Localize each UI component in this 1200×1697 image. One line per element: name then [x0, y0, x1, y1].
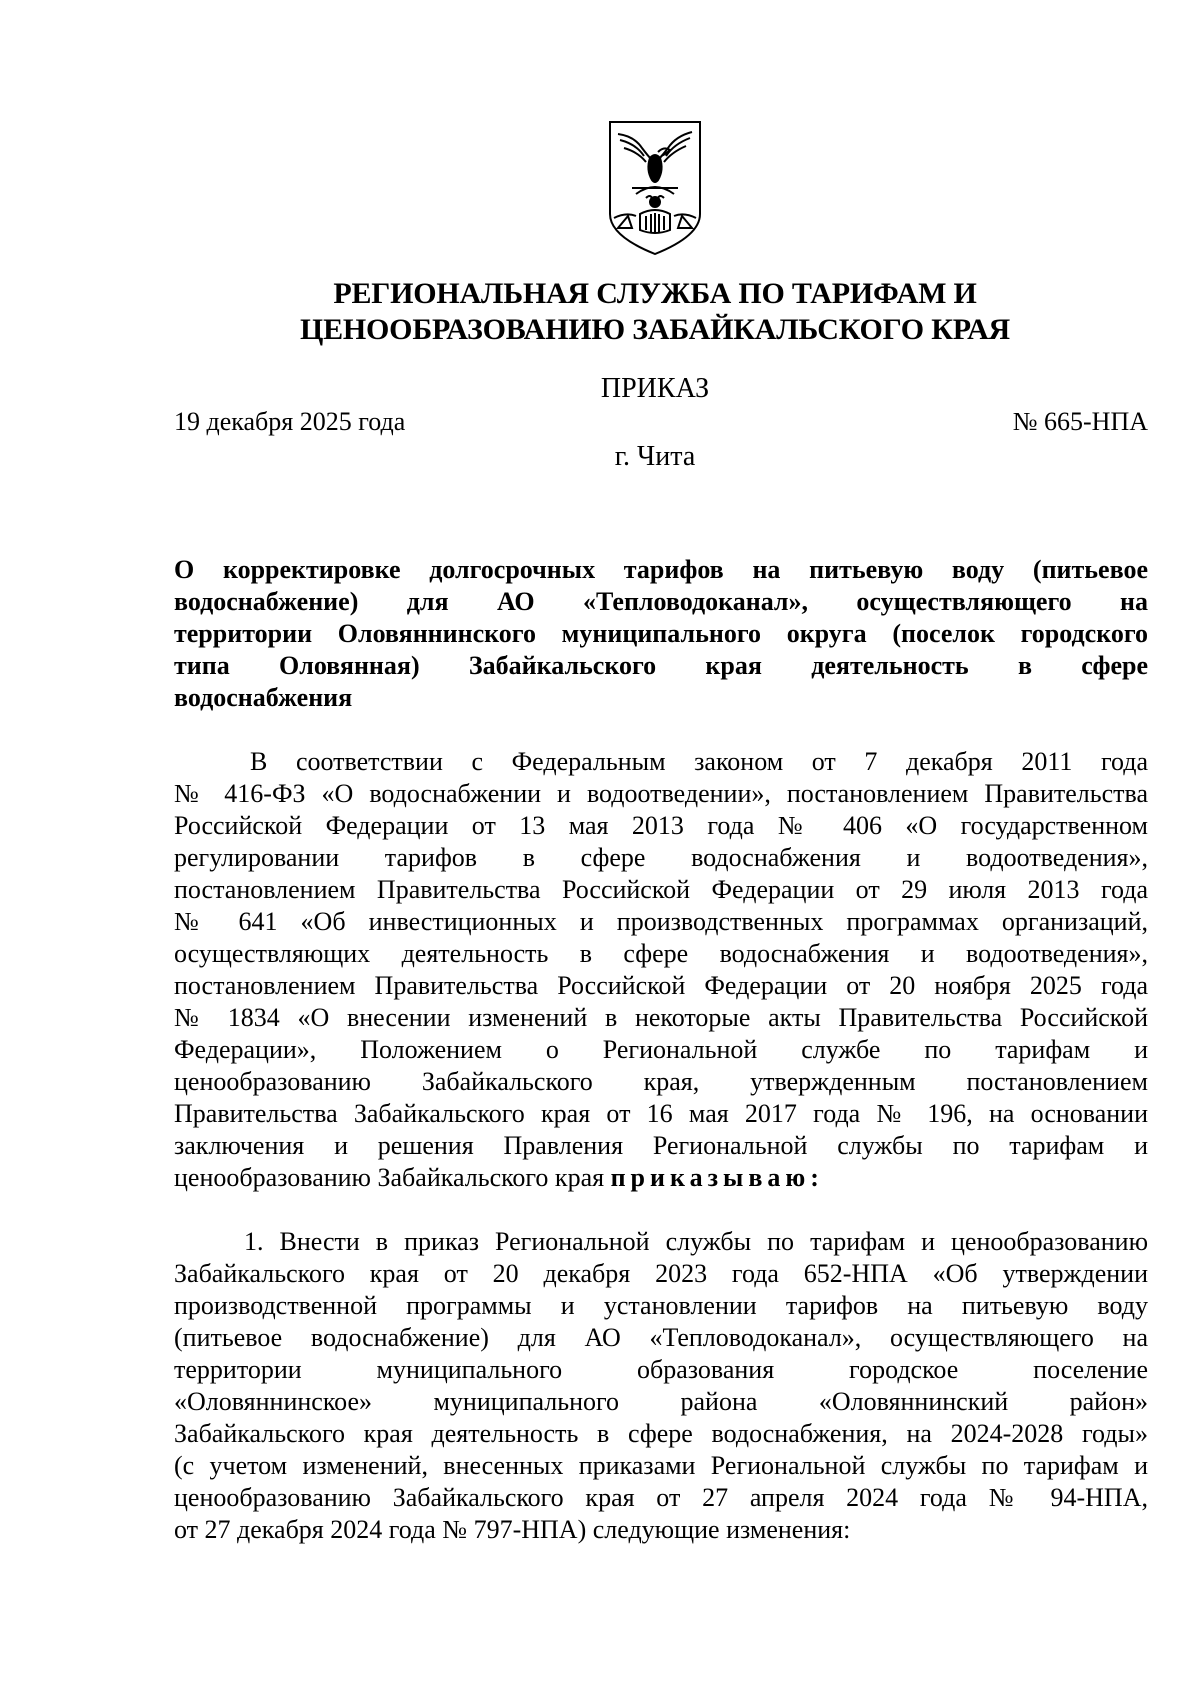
title-line: водоснабжения	[174, 683, 353, 712]
item1-line: производственной программы и установлении тарифов на питьевую воду	[174, 1291, 1148, 1320]
item1-line: 1. Внести в приказ Региональной службы по тарифам и ценообразованию	[244, 1227, 1148, 1256]
item1-line: Забайкальского края от 20 декабря 2023 года 652-НПА «Об утверждении	[174, 1259, 1148, 1288]
preamble-line: № 416-ФЗ «О водоснабжении и водоотведении», постановлением Правительства	[174, 779, 1148, 808]
item1-line: (питьевое водоснабжение) для АО «Тепловодоканал», осуществляющего на	[174, 1323, 1148, 1352]
preamble-line: В соответствии с Федеральным законом от 7 декабря 2011 года	[250, 747, 1148, 776]
preamble-line: Российской Федерации от 13 мая 2013 года № 406 «О государственном	[174, 811, 1148, 840]
title-line: типа Оловянная) Забайкальского края деятельность в сфере	[174, 651, 1148, 680]
item1-line: территории муниципального образования городское поселение	[174, 1355, 1148, 1384]
item1-line: Забайкальского края деятельность в сфере водоснабжения, на 2024-2028 годы»	[174, 1419, 1148, 1448]
document-date: 19 декабря 2025 года	[174, 407, 406, 436]
preamble-line: осуществляющих деятельность в сфере водоснабжения и водоотведения»,	[174, 939, 1148, 968]
preamble-line: заключения и решения Правления Региональной службы по тарифам и	[174, 1131, 1148, 1160]
title-line: О корректировке долгосрочных тарифов на питьевую воду (питьевое	[174, 555, 1148, 584]
preamble-line: регулировании тарифов в сфере водоснабжения и водоотведения»,	[174, 843, 1148, 872]
title-line: водоснабжение) для АО «Тепловодоканал», осуществляющего на	[174, 587, 1148, 616]
document-type: ПРИКАЗ	[600, 373, 710, 404]
preamble-line: № 1834 «О внесении изменений в некоторые акты Правительства Российской	[174, 1003, 1148, 1032]
preamble-last-text: ценообразованию Забайкальского края	[174, 1163, 611, 1192]
coat-of-arms-icon	[606, 118, 704, 258]
item1-line: от 27 декабря 2024 года № 797-НПА) следующие изменения:	[174, 1515, 851, 1544]
preamble-line: Федерации», Положением о Региональной службе по тарифам и	[174, 1035, 1148, 1064]
item1-line: ценообразованию Забайкальского края от 27 апреля 2024 года № 94-НПА,	[174, 1483, 1148, 1512]
item1-line: (с учетом изменений, внесенных приказами Региональной службы по тарифам и	[174, 1451, 1148, 1480]
title-line: территории Оловяннинского муниципального округа (поселок городского	[174, 619, 1148, 648]
preamble-line: № 641 «Об инвестиционных и производственных программах организаций,	[174, 907, 1148, 936]
preamble-line: постановлением Правительства Российской Федерации от 29 июля 2013 года	[174, 875, 1148, 904]
organization-name-line2: ЦЕНООБРАЗОВАНИЮ ЗАБАЙКАЛЬСКОГО КРАЯ	[299, 313, 1011, 346]
decree-word: приказываю:	[610, 1163, 824, 1192]
preamble-line: Правительства Забайкальского края от 16 мая 2017 года № 196, на основании	[174, 1099, 1148, 1128]
preamble-last-line	[174, 1162, 1148, 1194]
organization-name-line1: РЕГИОНАЛЬНАЯ СЛУЖБА ПО ТАРИФАМ И	[333, 277, 977, 310]
document-number: № 665-НПА	[1012, 407, 1148, 436]
item1-line: «Оловяннинское» муниципального района «Оловяннинский район»	[174, 1387, 1148, 1416]
preamble-line: ценообразованию Забайкальского края, утвержденным постановлением	[174, 1067, 1148, 1096]
preamble-line: постановлением Правительства Российской Федерации от 20 ноября 2025 года	[174, 971, 1148, 1000]
document-city: г. Чита	[614, 441, 696, 472]
